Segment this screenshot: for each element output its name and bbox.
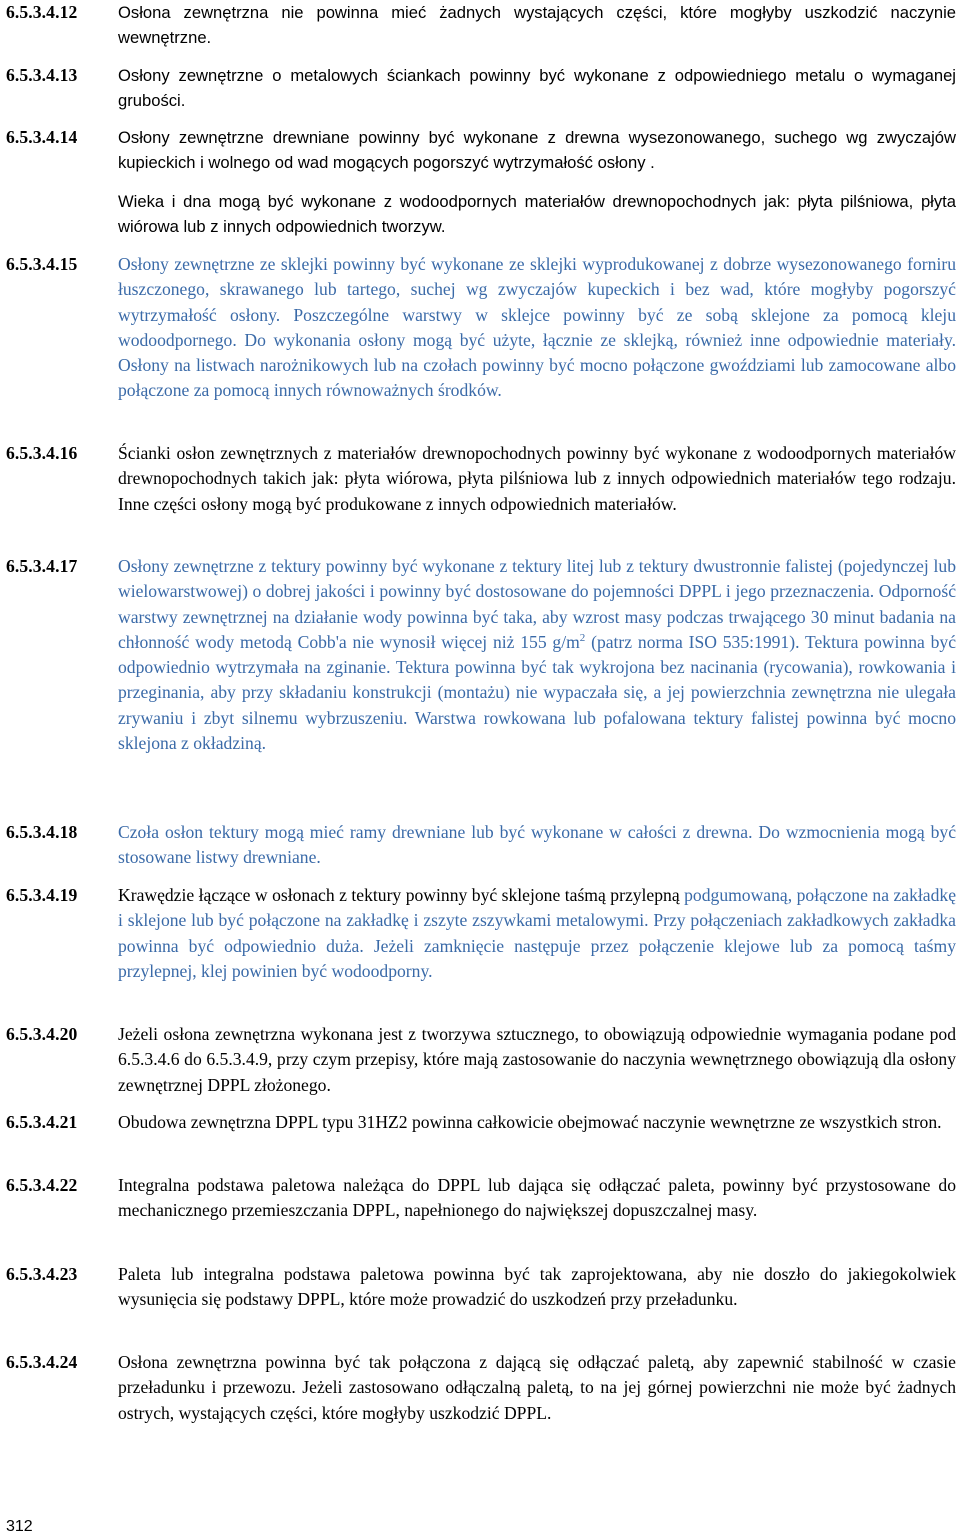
section-number: 6.5.3.4.17: [6, 556, 78, 576]
section-number: 6.5.3.4.23: [6, 1264, 78, 1284]
section-number: 6.5.3.4.12: [6, 2, 78, 22]
section-6-5-3-4-24: [6, 1350, 956, 1426]
section-6-5-3-4-16: [6, 441, 956, 517]
page-number: 312: [6, 1518, 33, 1535]
section-text: Ścianki osłon zewnętrznych z materiałów drewnopochodnych powinny być wykonane z wodoodpornych materiałów drewnopochodnych takich jak: płyta wiórowa, płyta pilśniowa lub z innych odpowiednich materiałów tego rodzaju. Inne części osłony mogą być produkowane z innych odpowiednich materiałów.: [118, 443, 956, 514]
section-number: 6.5.3.4.18: [6, 822, 78, 842]
section-6-5-3-4-14-continuation: Wieka i dna mogą być wykonane z wodoodpornych materiałów drewnopochodnych jak: płyta pilśniowa, płyta wiórowa lub z innych odpowiednich tworzyw.: [118, 192, 956, 237]
section-number: 6.5.3.4.19: [6, 885, 78, 905]
section-6-5-3-4-15: [6, 252, 956, 404]
section-number: 6.5.3.4.20: [6, 1024, 78, 1044]
section-text: Czoła osłon tektury mogą mieć ramy drewniane lub być wykonane w całości z drewna. Do wzmocnienia mogą być stosowane listwy drewniane.: [118, 822, 956, 868]
section-number: 6.5.3.4.24: [6, 1352, 78, 1372]
section-6-5-3-4-21: [6, 1110, 956, 1135]
section-text: Osłony zewnętrzne drewniane powinny być wykonane z drewna wysezonowanego, suchego wg zwyczajów kupieckich i wolnego od wad mogących pogorszyć wytrzymałość osłony .: [118, 128, 956, 173]
section-6-5-3-4-19: [6, 883, 956, 984]
section-text: Paleta lub integralna podstawa paletowa powinna być tak zaprojektowana, aby nie doszło do jakiegokolwiek wysunięcia się podstawy DPPL, które może prowadzić do uszkodzeń przy przeładunku.: [118, 1264, 956, 1310]
section-number: 6.5.3.4.14: [6, 127, 78, 147]
section-text-part: (patrz norma ISO 535:1991). Tektura powinna być odpowiednio wytrzymała na zginanie. Tektura powinna być tak wykrojona bez nacinania (rycowania), rowkowania i przeginania, aby przy składaniu konstrukcji (montażu) nie wypaczała się, a jej powierzchnia zewnętrzna nie ulegała zrywaniu i zbyt silnemu wybrzuszeniu. Warstwa rowkowana lub pofalowana tektury falistej powinna być mocno sklejona z okładziną.: [118, 631, 956, 754]
section-text: Osłony zewnętrzne ze sklejki powinny być wykonane ze sklejki wyprodukowanej z dobrze wysezonowanego forniru łuszczonego, skrawanego lub tartego, suchej wg zwyczajów kupeckich i bez wad, które mogłyby pogorszyć wytrzymałość osłony. Poszczególne warstwy w sklejce powinny być ze sobą sklejone za pomocą kleju wodoodpornego. Do wykonania osłony mogą być użyte, łącznie ze sklejką, również inne odpowiednie materiały. Osłony na listwach narożnikowych lub na czołach powinny być mocno połączone gwoździami lub zamocowane albo połączone za pomocą innych równoważnych środków.: [118, 254, 956, 401]
section-6-5-3-4-22: [6, 1173, 956, 1224]
section-6-5-3-4-18: [6, 820, 956, 871]
section-6-5-3-4-12: [6, 0, 956, 51]
section-text: Osłona zewnętrzna nie powinna mieć żadnych wystających części, które mogłyby uszkodzić naczynie wewnętrzne.: [118, 3, 956, 48]
section-text: [118, 554, 956, 756]
section-text-part: Krawędzie łączące w osłonach z tektury powinny być sklejone taśmą przylepną: [118, 885, 680, 905]
section-text: Obudowa zewnętrzna DPPL typu 31HZ2 powinna całkowicie obejmować naczynie wewnętrzne ze wszystkich stron.: [118, 1112, 942, 1132]
section-number: 6.5.3.4.21: [6, 1112, 78, 1132]
superscript: 2: [579, 632, 586, 645]
section-number: 6.5.3.4.13: [6, 65, 78, 85]
section-6-5-3-4-17: [6, 554, 956, 756]
section-text-part-highlight: podgumowaną, połączone na zakładkę i sklejone lub być połączone na zakładkę i zszyte zszywkami metalowymi. Przy połączeniach zakładkowych zakładka powinna być odpowiednio duża. Jeżeli zamknięcie następuje przez połączenie klejowe lub za pomocą taśmy przylepnej, klej powinien być wodoodporny.: [118, 885, 956, 981]
section-number: 6.5.3.4.22: [6, 1175, 78, 1195]
section-text: Osłona zewnętrzna powinna być tak połączona z dającą się odłączać paletą, aby zapewnić stabilność w czasie przeładunku i przewozu. Jeżeli zastosowano odłączalną paletą, to na jej górnej powierzchni nie może być żadnych ostrych, wystających części, które mogłyby uszkodzić DPPL.: [118, 1352, 956, 1423]
section-text-part: Osłony zewnętrzne z tektury powinny być wykonane z tektury litej lub z tektury dwustronnie falistej (pojedynczej lub wielowarstwowej) o dobrej jakości i powinny być dostosowane do pojemności DPPL i jego przeznaczenia. Odporność warstwy zewnętrznej na działanie wody powinna być taka, aby wzrost masy podczas trwającego 30 minut badania na chłonność wody metodą Cobb'a nie wynosił więcej niż 155 g/m: [118, 556, 956, 652]
section-text: [118, 883, 956, 984]
section-6-5-3-4-20: [6, 1022, 956, 1098]
section-number: 6.5.3.4.15: [6, 254, 78, 274]
section-6-5-3-4-13: [6, 63, 956, 114]
section-text: Jeżeli osłona zewnętrzna wykonana jest z tworzywa sztucznego, to obowiązują odpowiednie wymagania podane pod 6.5.3.4.6 do 6.5.3.4.9, przy czym przepisy, które mają zastosowanie do naczynia wewnętrznego obowiązują dla osłony zewnętrznej DPPL złożonego.: [118, 1024, 956, 1095]
section-number: 6.5.3.4.16: [6, 443, 78, 463]
section-6-5-3-4-23: [6, 1262, 956, 1313]
section-6-5-3-4-14: [6, 125, 956, 176]
section-text: Integralna podstawa paletowa należąca do DPPL lub dająca się odłączać paleta, powinny być przystosowane do mechanicznego przemieszczania DPPL, napełnionego do największej dopuszczalnej masy.: [118, 1175, 956, 1221]
section-text: Osłony zewnętrzne o metalowych ściankach powinny być wykonane z odpowiedniego metalu o wymaganej grubości.: [118, 66, 956, 111]
